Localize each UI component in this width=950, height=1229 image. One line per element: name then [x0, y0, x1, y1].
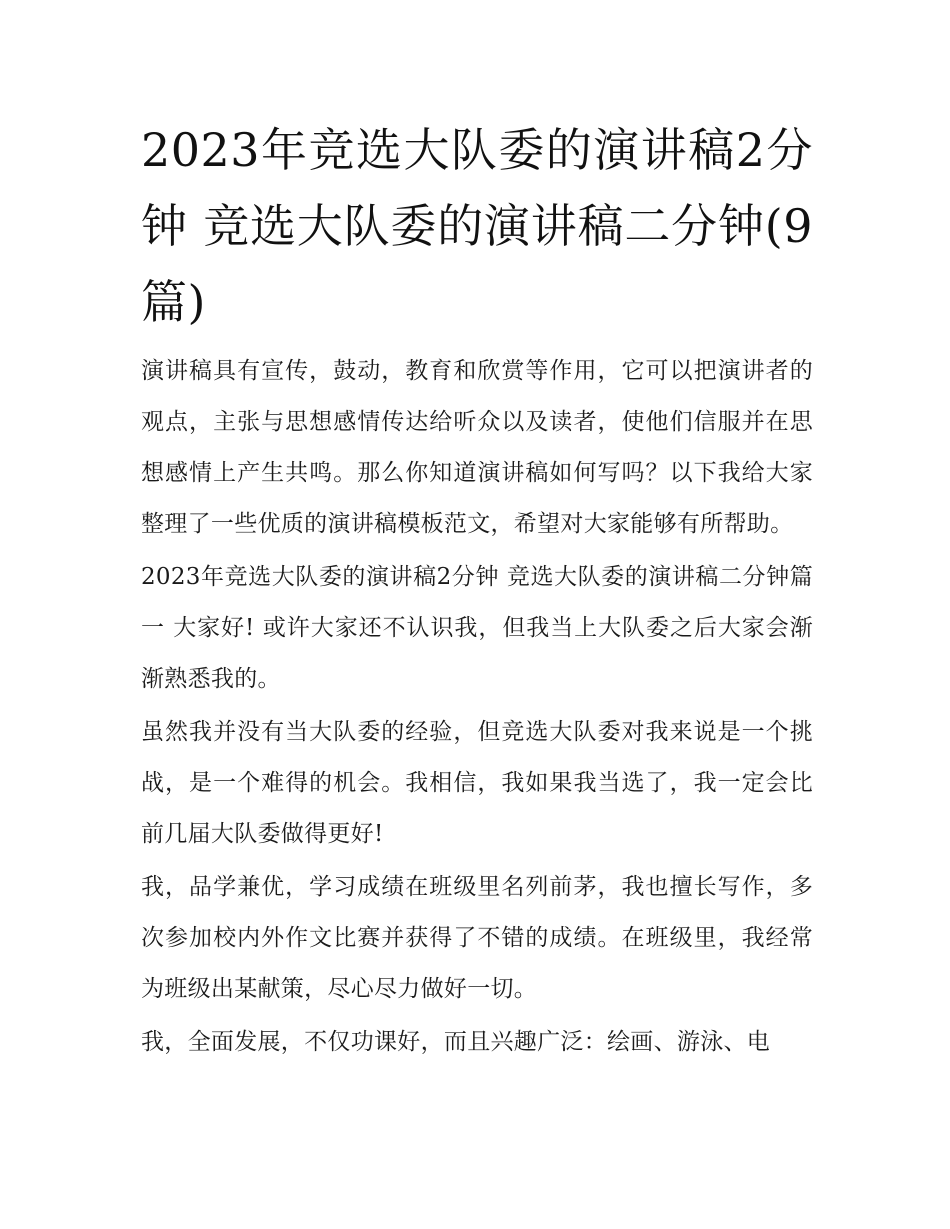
document-body: [141, 112, 813, 1070]
paragraph-interests: 我，全面发展，不仅功课好，而且兴趣广泛：绘画、游泳、电: [141, 1029, 771, 1055]
paragraph-academics: 我，品学兼优，学习成绩在班级里名列前茅，我也擅长写作，多次参加校内外作文比赛并获得了不错的成绩。在班级里，我经常为班级出某献策，尽心尽力做好一切。: [141, 874, 813, 1002]
paragraph-speech-one-opening: 2023年竞选大队委的演讲稿2分钟 竞选大队委的演讲稿二分钟篇一 大家好! 或许大家还不认识我，但我当上大队委之后大家会渐渐熟悉我的。: [141, 564, 813, 692]
paragraph-intro: 演讲稿具有宣传，鼓动，教育和欣赏等作用，它可以把演讲者的观点，主张与思想感情传达给听众以及读者，使他们信服并在思想感情上产生共鸣。那么你知道演讲稿如何写吗？以下我给大家整理了一些优质的演讲稿模板范文，希望对大家能够有所帮助。: [141, 358, 813, 537]
paragraph-challenge: 虽然我并没有当大队委的经验，但竞选大队委对我来说是一个挑战，是一个难得的机会。我相信，我如果我当选了，我一定会比前几届大队委做得更好!: [141, 719, 813, 847]
document-title: 2023年竞选大队委的演讲稿2分钟 竞选大队委的演讲稿二分钟(9篇): [141, 123, 813, 329]
